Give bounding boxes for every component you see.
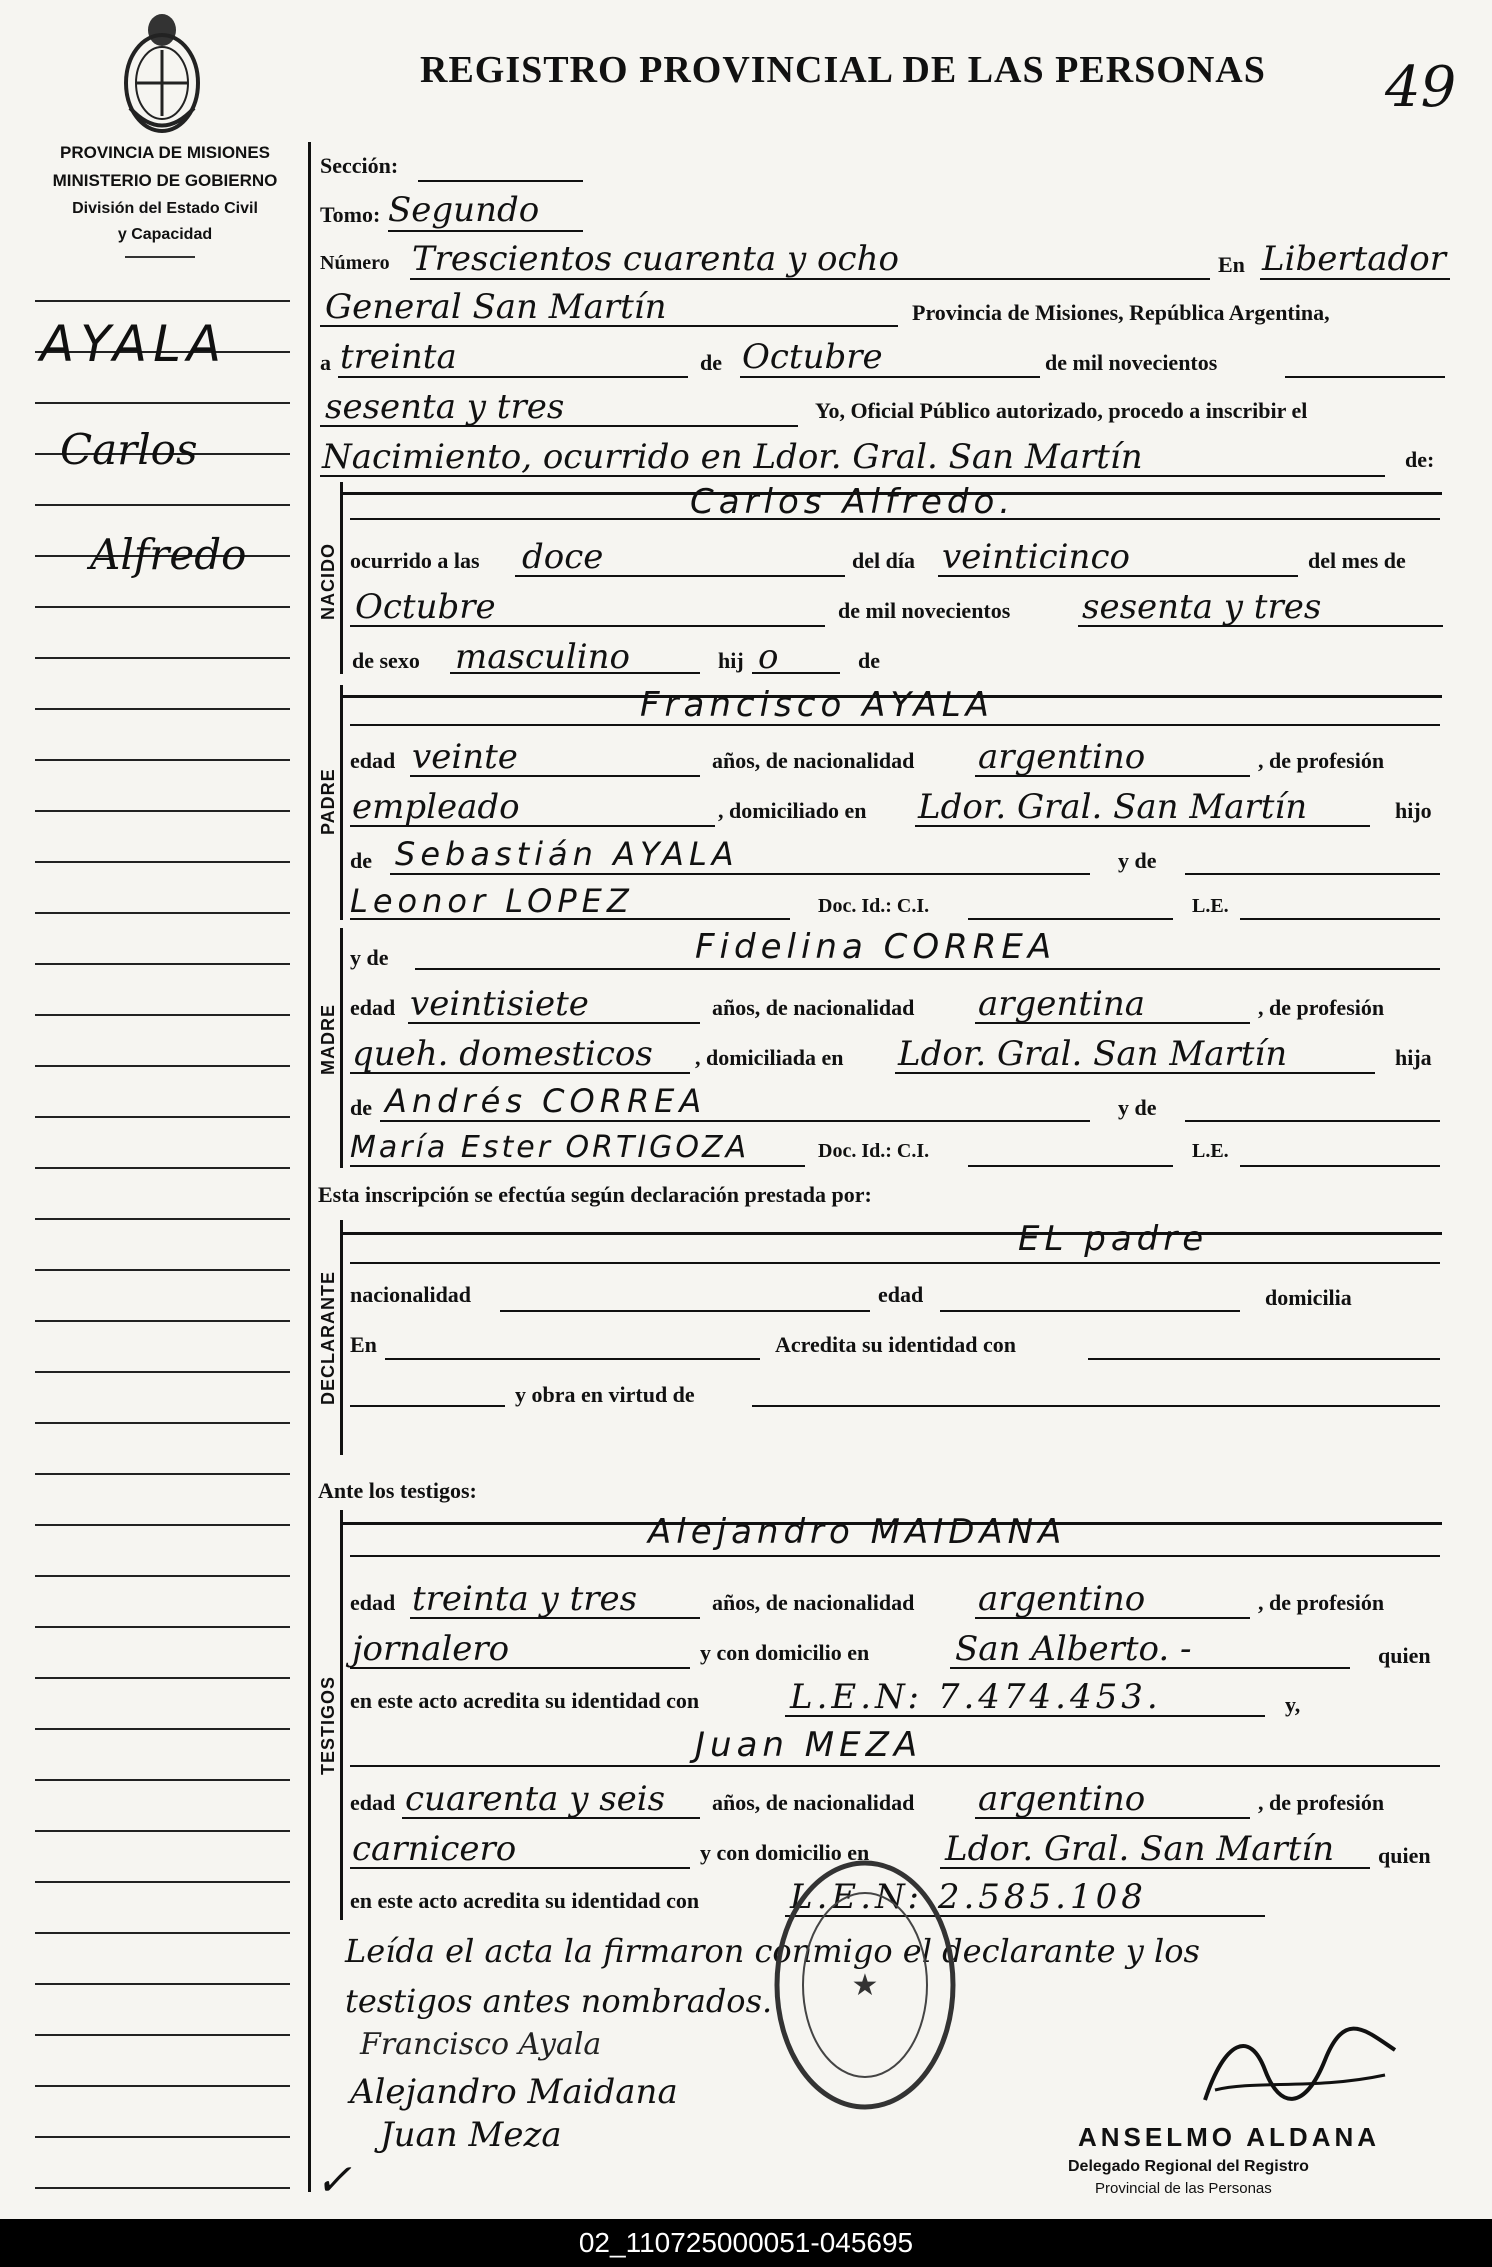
testigo1-nacionalidad-line <box>975 1617 1250 1619</box>
tomo-line <box>388 230 583 232</box>
dia-acta-value: treinta <box>340 337 457 377</box>
sexo-line <box>450 672 700 674</box>
svg-text:★: ★ <box>851 1968 879 2003</box>
left-column-rule <box>35 2034 290 2036</box>
madre-yde2-label: y de <box>1118 1095 1157 1120</box>
nacido-bracket <box>340 482 343 674</box>
madre-le-label: L.E. <box>1192 1140 1229 1162</box>
madre-edad-line <box>408 1022 700 1024</box>
left-column-rule <box>35 1932 290 1934</box>
numero-value: Trescientos cuarenta y ocho <box>412 239 899 279</box>
declarante-top-rule <box>342 1232 1442 1235</box>
seccion-label: Sección: <box>320 153 399 178</box>
madre-profesion-label: , de profesión <box>1258 995 1385 1020</box>
left-column-rule <box>35 2136 290 2138</box>
padre-madre-line <box>350 918 790 920</box>
anio-acta-line <box>320 425 798 427</box>
testigo1-domicilio-value: San Alberto. - <box>955 1629 1192 1669</box>
padre-profesion-value: empleado <box>352 787 520 827</box>
madre-padre-line <box>380 1120 1090 1122</box>
left-column-rule <box>35 1218 290 1220</box>
localidad-value: General San Martín <box>325 287 667 327</box>
testigo1-quien-label: quien <box>1378 1643 1431 1668</box>
document-title: REGISTRO PROVINCIAL DE LAS PERSONAS <box>420 49 1266 91</box>
madre-nacionalidad-value: argentina <box>978 984 1146 1024</box>
testigo2-nombre-line <box>350 1765 1440 1767</box>
official-name: ANSELMO ALDANA <box>1078 2122 1381 2152</box>
testigo1-edad-label: edad <box>350 1590 396 1615</box>
del-dia-label: del día <box>852 548 915 573</box>
nacido-nombre-value: Carlos Alfredo. <box>690 482 1016 522</box>
numero-label: Número <box>320 252 390 274</box>
org-divider <box>125 256 195 258</box>
testigo2-nacionalidad-label: años, de nacionalidad <box>712 1790 915 1815</box>
tomo-value: Segundo <box>388 190 540 230</box>
left-column-rule <box>35 402 290 404</box>
testigo2-nacionalidad-line <box>975 1817 1250 1819</box>
closing-note-line2: testigos antes nombrados. <box>345 1982 773 2020</box>
left-column-rule <box>35 1728 290 1730</box>
testigo2-domicilio-line <box>940 1867 1370 1869</box>
padre-le-label: L.E. <box>1192 895 1229 917</box>
left-column-rule <box>35 1626 290 1628</box>
padre-nacionalidad-value: argentino <box>978 737 1146 777</box>
left-column-rule <box>35 1167 290 1169</box>
testigo1-nombre-value: Alejandro MAIDANA <box>648 1512 1067 1552</box>
left-column-rule <box>35 1065 290 1067</box>
testigo1-profesion-line <box>350 1667 690 1669</box>
testigo1-profesion-value: jornalero <box>352 1629 510 1669</box>
padre-le-line <box>1240 918 1440 920</box>
testigo1-doc-line <box>785 1715 1265 1717</box>
anio-line <box>1078 625 1443 627</box>
testigo1-domicilio-label: y con domicilio en <box>700 1640 870 1665</box>
testigo1-nacionalidad-value: argentino <box>978 1579 1146 1619</box>
madre-profesion-line <box>350 1072 690 1074</box>
declarante-line <box>350 1262 1440 1264</box>
tomo-label: Tomo: <box>320 202 381 227</box>
padre-edad-label: edad <box>350 748 396 773</box>
testigo2-profesion-label: , de profesión <box>1258 1790 1385 1815</box>
left-column-rule <box>35 759 290 761</box>
madre-edad-value: veintisiete <box>410 984 589 1024</box>
padre-hijo-label: hijo <box>1395 798 1432 823</box>
signature-padre: Francisco Ayala <box>360 2027 602 2062</box>
en-label: En <box>1218 252 1245 277</box>
testigo1-acredita-label: en este acto acredita su identidad con <box>350 1688 700 1713</box>
left-column-rule <box>35 1983 290 1985</box>
acto-value: Nacimiento, ocurrido en Ldor. Gral. San Martín <box>322 437 1143 477</box>
coat-of-arms-icon <box>115 8 210 143</box>
testigo1-nombre-line <box>350 1555 1440 1557</box>
padre-nacionalidad-label: años, de nacionalidad <box>712 748 915 773</box>
declarante-bracket <box>340 1220 343 1455</box>
testigo1-edad-value: treinta y tres <box>412 1579 638 1619</box>
left-column-rule <box>35 810 290 812</box>
padre-domicilio-label: , domiciliado en <box>718 798 867 823</box>
en-line <box>1260 278 1450 280</box>
testigo2-nombre-value: Juan MEZA <box>695 1725 923 1765</box>
hora-line <box>515 575 845 577</box>
padre-padre-value: Sebastián AYALA <box>395 835 739 873</box>
testigo2-nacionalidad-value: argentino <box>978 1779 1146 1819</box>
declarante-nacionalidad-label: nacionalidad <box>350 1282 472 1307</box>
left-column-rule <box>35 1830 290 1832</box>
mes-acta-value: Octubre <box>742 337 883 377</box>
footer-code: 02_110725000051-045695 <box>0 2219 1492 2267</box>
testigo2-domicilio-value: Ldor. Gral. San Martín <box>945 1829 1335 1869</box>
left-column-rule <box>35 963 290 965</box>
padre-nombre-line <box>350 724 1440 726</box>
padre-edad-value: veinte <box>412 737 518 777</box>
de-mil-line <box>1285 376 1445 378</box>
obra-line <box>752 1405 1440 1407</box>
anio-value: sesenta y tres <box>1082 587 1322 627</box>
side-label-testigos: TESTIGOS <box>318 1675 338 1775</box>
hij-suffix-value: o <box>758 637 779 677</box>
provincia-label: Provincia de Misiones, República Argentina, <box>912 300 1330 325</box>
declarante-en-label: En <box>350 1332 377 1357</box>
ocurrido-label: ocurrido a las <box>350 548 480 573</box>
madre-doc-line <box>968 1165 1173 1167</box>
seccion-line <box>418 180 583 182</box>
side-label-declarante: DECLARANTE <box>318 1271 338 1405</box>
a-label: a <box>320 350 331 375</box>
madre-domicilio-line <box>895 1072 1375 1074</box>
page-number: 49 <box>1385 55 1457 120</box>
hora-value: doce <box>522 537 604 577</box>
left-column-rule <box>35 912 290 914</box>
official-signature-icon <box>1195 2020 1405 2115</box>
mes-value: Octubre <box>355 587 496 627</box>
org-province: PROVINCIA DE MISIONES <box>59 143 270 162</box>
de-sexo-label: de sexo <box>352 648 420 673</box>
madre-padre-value: Andrés CORREA <box>385 1082 707 1120</box>
padre-de-label: de <box>350 848 372 873</box>
padre-edad-line <box>410 775 700 777</box>
testigos-bracket <box>340 1510 343 1920</box>
ante-testigos-label: Ante los testigos: <box>318 1478 477 1503</box>
testigo2-domicilio-label: y con domicilio en <box>700 1840 870 1865</box>
padre-yde-label: y de <box>1118 848 1157 873</box>
acto-line <box>320 475 1385 477</box>
obra-pre-line <box>350 1405 505 1407</box>
left-column-rule <box>35 657 290 659</box>
left-column-rule <box>35 1779 290 1781</box>
testigo1-doc-value: L.E.N: 7.474.453. <box>790 1677 1162 1717</box>
localidad-line <box>320 325 898 327</box>
padre-domicilio-value: Ldor. Gral. San Martín <box>918 787 1308 827</box>
left-column-rule <box>35 2085 290 2087</box>
madre-edad-label: edad <box>350 995 396 1020</box>
signature-testigo2: Juan Meza <box>380 2115 562 2155</box>
left-column-rule <box>35 1473 290 1475</box>
declarante-value: EL padre <box>1018 1219 1209 1259</box>
del-mes-label: del mes de <box>1308 548 1406 573</box>
testigo1-y-label: y, <box>1285 1692 1301 1717</box>
madre-nombre-line <box>415 968 1440 970</box>
testigo2-edad-label: edad <box>350 1790 396 1815</box>
signature-testigo1: Alejandro Maidana <box>350 2072 678 2112</box>
padre-doc-label: Doc. Id.: C.I. <box>818 895 930 917</box>
left-column-rule <box>35 606 290 608</box>
closing-note-line1: Leída el acta la firmaron conmigo el declarante y los <box>345 1932 1200 1970</box>
madre-nacionalidad-line <box>975 1022 1250 1024</box>
form-left-border <box>308 142 311 2192</box>
obra-label: y obra en virtud de <box>515 1382 695 1407</box>
testigo2-doc-value: L.E.N: 2.585.108 <box>790 1877 1147 1917</box>
left-column-rule <box>35 861 290 863</box>
madre-profesion-value: queh. domesticos <box>352 1034 653 1074</box>
official-title-line1: Delegado Regional del Registro <box>1068 2158 1309 2175</box>
testigo2-acredita-label: en este acto acredita su identidad con <box>350 1888 700 1913</box>
madre-doc-label: Doc. Id.: C.I. <box>818 1140 930 1162</box>
padre-profesion-label: , de profesión <box>1258 748 1385 773</box>
mes-acta-line <box>740 376 1040 378</box>
de-label: de <box>700 350 722 375</box>
left-column-rule <box>35 504 290 506</box>
madre-domicilio-label: , domiciliada en <box>695 1045 844 1070</box>
mes-line <box>350 625 825 627</box>
madre-madre-line <box>350 1165 805 1167</box>
testigo2-quien-label: quien <box>1378 1843 1431 1868</box>
testigo1-domicilio-line <box>950 1667 1350 1669</box>
hij-label: hij <box>718 648 744 673</box>
official-stamp-icon <box>770 1855 960 2115</box>
testigo2-profesion-value: carnicero <box>352 1829 517 1869</box>
acredita-label: Acredita su identidad con <box>775 1332 1017 1357</box>
declarante-edad-label: edad <box>878 1282 924 1307</box>
madre-domicilio-value: Ldor. Gral. San Martín <box>898 1034 1288 1074</box>
padre-yde-line <box>1185 873 1440 875</box>
padre-padre-line <box>390 873 1090 875</box>
padre-madre-value: Leonor LOPEZ <box>350 882 634 920</box>
left-column-rule <box>35 1422 290 1424</box>
index-surname: AYALA <box>40 315 228 373</box>
de-mil-label: de mil novecientos <box>1045 350 1218 375</box>
left-column-rule <box>35 1575 290 1577</box>
left-column-rule <box>35 1014 290 1016</box>
madre-bracket <box>340 928 343 1168</box>
testigo1-nacionalidad-label: años, de nacionalidad <box>712 1590 915 1615</box>
de-colon-label: de: <box>1405 447 1435 472</box>
left-column-rule <box>35 2187 290 2189</box>
anio-acta-value: sesenta y tres <box>325 387 565 427</box>
de-mil-nacido-label: de mil novecientos <box>838 598 1011 623</box>
declarante-domicilia-label: domicilia <box>1265 1285 1352 1310</box>
padre-doc-line <box>968 918 1173 920</box>
madre-nacionalidad-label: años, de nacionalidad <box>712 995 915 1020</box>
padre-bracket <box>340 685 343 920</box>
index-second-name: Alfredo <box>90 530 247 579</box>
testigo1-profesion-label: , de profesión <box>1258 1590 1385 1615</box>
acredita-line <box>1088 1358 1440 1360</box>
testigo2-profesion-line <box>350 1867 690 1869</box>
side-label-madre: MADRE <box>318 1004 338 1075</box>
org-ministry: MINISTERIO DE GOBIERNO <box>52 171 278 190</box>
esta-inscripcion-label: Esta inscripción se efectúa según declaración prestada por: <box>318 1182 872 1207</box>
madre-de-label: de <box>350 1095 372 1120</box>
side-label-padre: PADRE <box>318 768 338 835</box>
left-column-rule <box>35 1269 290 1271</box>
declarante-edad-line <box>940 1310 1240 1312</box>
numero-line <box>410 278 1210 280</box>
left-column-rule <box>35 1881 290 1883</box>
testigo2-edad-value: cuarenta y seis <box>405 1779 666 1819</box>
side-label-nacido: NACIDO <box>318 543 338 620</box>
en-value: Libertador <box>1262 239 1447 279</box>
madre-yde-label: y de <box>350 945 389 970</box>
oficial-label: Yo, Oficial Público autorizado, procedo a inscribir el <box>815 398 1308 423</box>
testigo2-edad-line <box>402 1817 700 1819</box>
left-column-rule <box>35 300 290 302</box>
de-hijo-label: de <box>858 648 880 673</box>
dia-value: veinticinco <box>942 537 1130 577</box>
dia-line <box>938 575 1298 577</box>
left-column-rule <box>35 1677 290 1679</box>
left-column-rule <box>35 1371 290 1373</box>
sexo-value: masculino <box>455 637 631 677</box>
madre-le-line <box>1240 1165 1440 1167</box>
left-column-rule <box>35 708 290 710</box>
madre-hija-label: hija <box>1395 1045 1432 1070</box>
padre-nacionalidad-line <box>975 775 1250 777</box>
madre-madre-value: María Ester ORTIGOZA <box>350 1130 750 1165</box>
padre-profesion-line <box>350 825 715 827</box>
hij-line <box>752 672 840 674</box>
official-title-line2: Provincial de las Personas <box>1095 2180 1272 2197</box>
testigo1-edad-line <box>410 1617 700 1619</box>
madre-yde2-line <box>1185 1120 1440 1122</box>
left-column-rule <box>35 1116 290 1118</box>
margin-mark: ✓ <box>315 2155 352 2206</box>
declarante-nacionalidad-line <box>500 1310 870 1312</box>
org-capacity: y Capacidad <box>117 226 213 243</box>
dia-acta-line <box>338 376 688 378</box>
index-first-name: Carlos <box>60 425 198 474</box>
nacido-nombre-line <box>350 518 1440 520</box>
org-division: División del Estado Civil <box>72 200 258 217</box>
padre-domicilio-line <box>915 825 1370 827</box>
madre-nombre-value: Fidelina CORREA <box>695 927 1057 967</box>
left-column-rule <box>35 1320 290 1322</box>
padre-nombre-value: Francisco AYALA <box>640 685 994 725</box>
declarante-en-line <box>385 1358 760 1360</box>
left-column-rule <box>35 1524 290 1526</box>
